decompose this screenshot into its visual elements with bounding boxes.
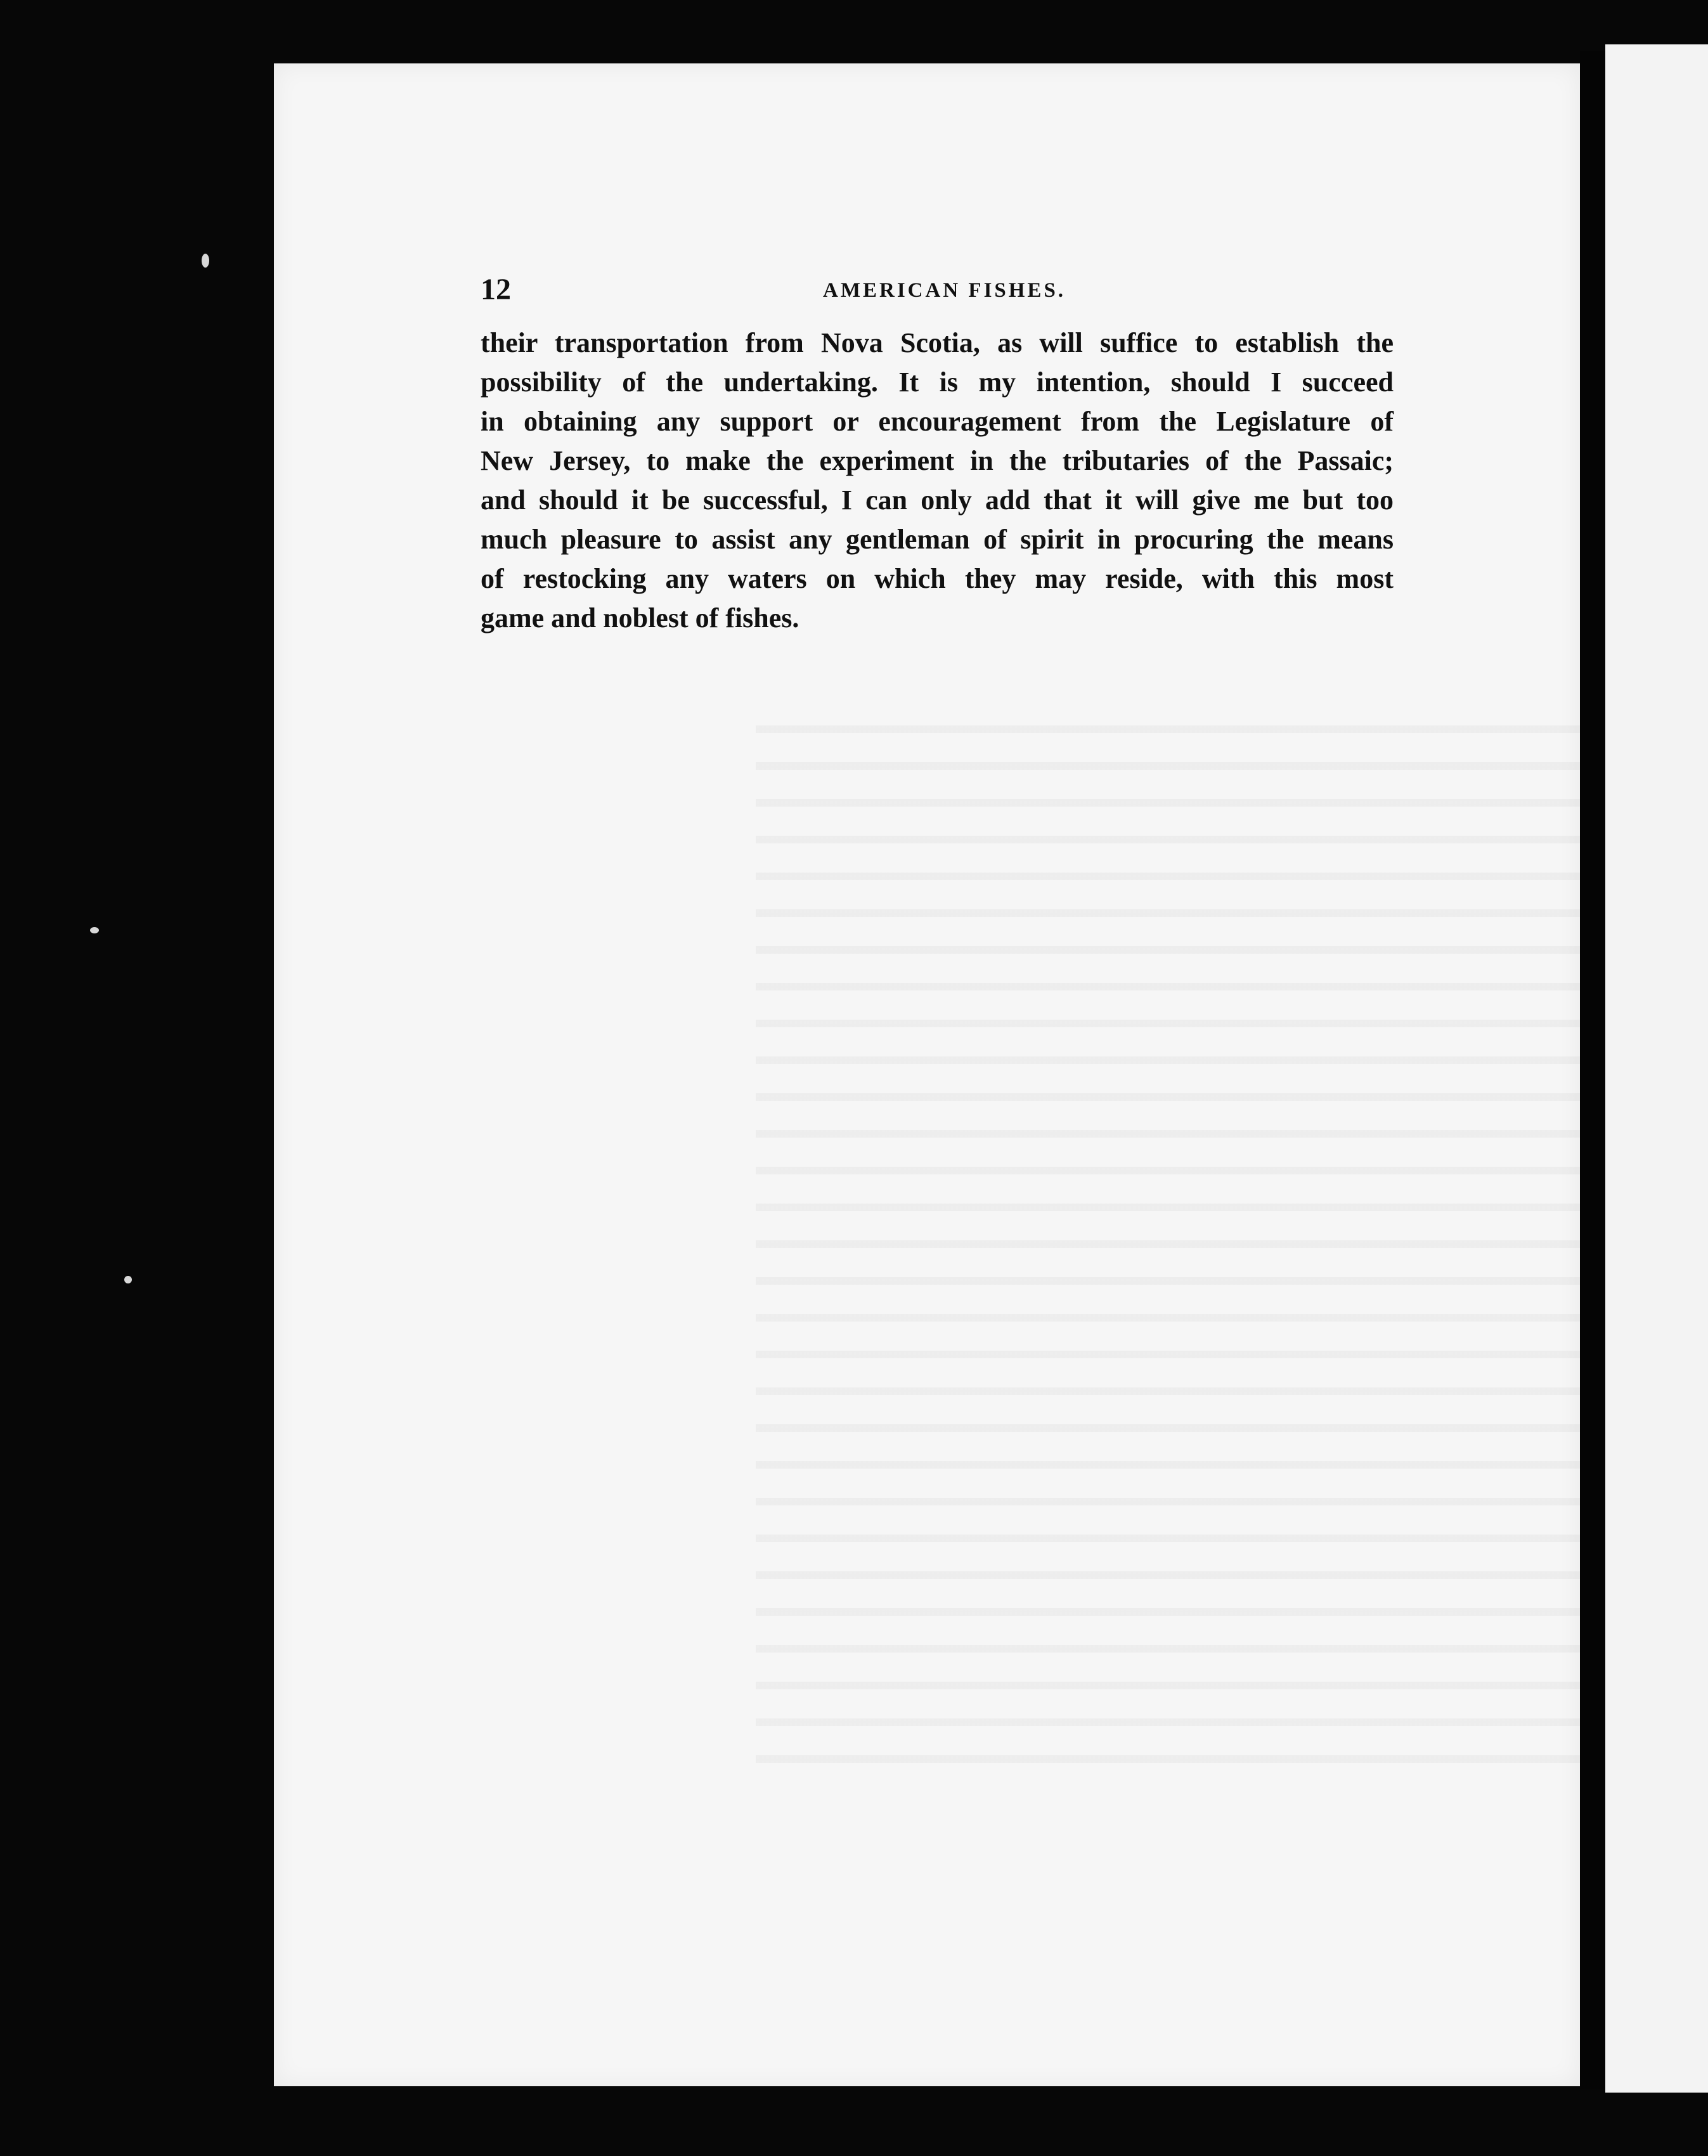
page-header	[481, 268, 1394, 312]
text-line: in obtaining any support or encouragement from the Legislature of	[481, 406, 1394, 437]
text-line: of restocking any waters on which they may reside, with this most	[481, 563, 1394, 594]
margin-speck	[202, 254, 209, 268]
body-paragraph	[481, 323, 1394, 638]
margin-speck	[124, 1276, 132, 1283]
page-gutter-shadow	[1580, 51, 1605, 2089]
text-line: their transportation from Nova Scotia, as will suffice to establish the	[481, 327, 1394, 358]
text-line: possibility of the undertaking. It is my intention, should I succeed	[481, 367, 1394, 398]
bleed-through-text	[756, 698, 1662, 1763]
margin-speck	[90, 927, 99, 933]
text-line: game and noblest of fishes.	[481, 602, 799, 633]
page-number: 12	[481, 273, 511, 306]
adjacent-page-edge	[1605, 44, 1708, 2093]
text-line: much pleasure to assist any gentleman of spirit in procuring the means	[481, 524, 1394, 555]
text-line: and should it be successful, I can only add that it will give me but too	[481, 484, 1394, 516]
running-head: AMERICAN FISHES.	[823, 279, 1066, 302]
text-line: New Jersey, to make the experiment in the tributaries of the Passaic;	[481, 445, 1394, 476]
